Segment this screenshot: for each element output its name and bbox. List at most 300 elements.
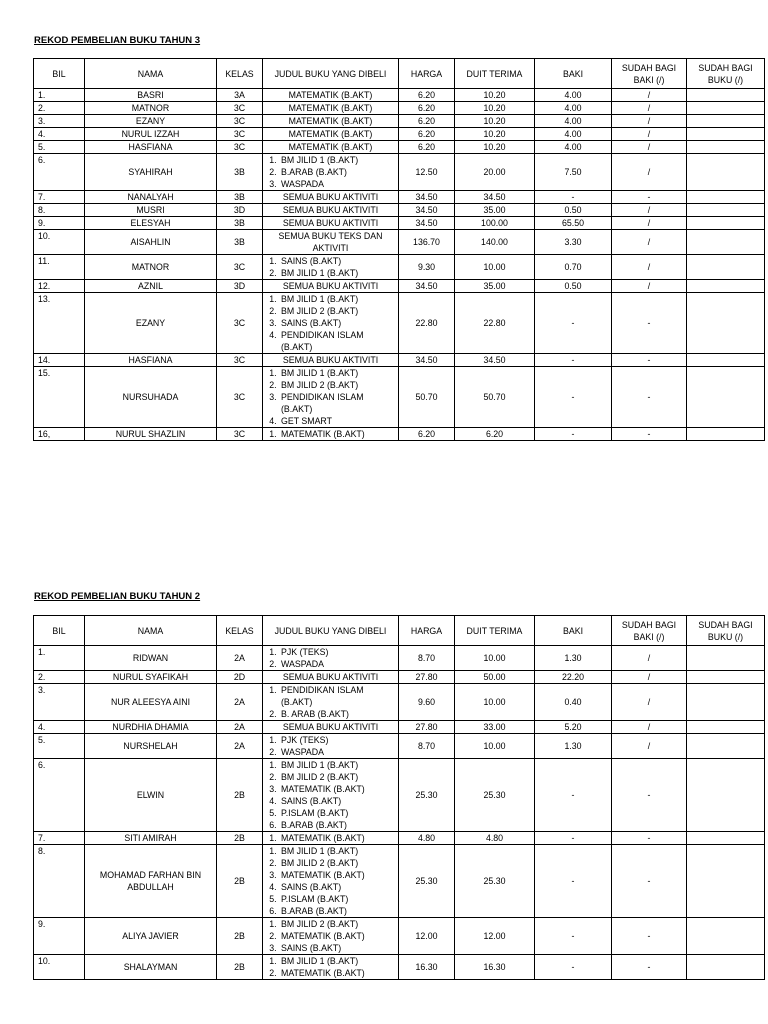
row-judul — [263, 955, 399, 980]
row-kelas: 3C — [217, 293, 263, 354]
header-duit-terima: DUIT TERIMA — [455, 59, 535, 89]
row-sudah-bagi-buku — [687, 734, 765, 759]
book-list — [265, 154, 396, 190]
row-sudah-bagi-baki: / — [612, 102, 687, 115]
table-row — [34, 428, 765, 441]
row-kelas: 3B — [217, 191, 263, 204]
row-sudah-bagi-buku — [687, 759, 765, 832]
row-sudah-bagi-buku — [687, 89, 765, 102]
row-nama: SHALAYMAN — [85, 955, 217, 980]
row-harga: 8.70 — [399, 734, 455, 759]
row-baki: 4.00 — [535, 141, 612, 154]
row-judul: MATEMATIK (B.AKT) — [263, 115, 399, 128]
row-kelas: 3B — [217, 230, 263, 255]
header-kelas: KELAS — [217, 59, 263, 89]
row-baki: 1.30 — [535, 646, 612, 671]
row-sudah-bagi-buku — [687, 204, 765, 217]
row-baki: - — [535, 428, 612, 441]
book-item: 1. BM JILID 1 (B.AKT) — [279, 367, 396, 379]
book-item: 3. WASPADA — [279, 178, 396, 190]
row-judul: SEMUA BUKU AKTIVITI — [263, 671, 399, 684]
row-sudah-bagi-buku — [687, 646, 765, 671]
row-kelas: 3C — [217, 428, 263, 441]
row-bil: 5. — [34, 734, 85, 759]
row-harga: 34.50 — [399, 191, 455, 204]
row-sudah-bagi-buku — [687, 721, 765, 734]
row-nama: MATNOR — [85, 102, 217, 115]
book-list — [265, 428, 396, 440]
header-judul: JUDUL BUKU YANG DIBELI — [263, 616, 399, 646]
row-sudah-bagi-buku — [687, 230, 765, 255]
row-nama: MUSRI — [85, 204, 217, 217]
row-sudah-bagi-buku — [687, 115, 765, 128]
header-judul: JUDUL BUKU YANG DIBELI — [263, 59, 399, 89]
row-baki: 1.30 — [535, 734, 612, 759]
row-nama: ALIYA JAVIER — [85, 918, 217, 955]
row-judul — [263, 845, 399, 918]
table-row — [34, 832, 765, 845]
row-kelas: 2A — [217, 684, 263, 721]
row-bil: 3. — [34, 684, 85, 721]
row-judul — [263, 832, 399, 845]
header-harga: HARGA — [399, 59, 455, 89]
header-baki: BAKI — [535, 59, 612, 89]
row-kelas: 3C — [217, 255, 263, 280]
table-header-row — [34, 616, 765, 646]
row-judul — [263, 428, 399, 441]
row-duit-terima: 10.20 — [455, 115, 535, 128]
book-item: 2. BM JILID 2 (B.AKT) — [279, 379, 396, 391]
row-harga: 27.80 — [399, 721, 455, 734]
row-baki: - — [535, 354, 612, 367]
row-sudah-bagi-buku — [687, 280, 765, 293]
row-sudah-bagi-baki: - — [612, 367, 687, 428]
book-item: 2. BM JILID 1 (B.AKT) — [279, 267, 396, 279]
book-list — [265, 734, 396, 758]
table-row — [34, 255, 765, 280]
row-kelas: 2B — [217, 845, 263, 918]
row-nama: MATNOR — [85, 255, 217, 280]
row-sudah-bagi-buku — [687, 293, 765, 354]
row-harga: 4.80 — [399, 832, 455, 845]
row-sudah-bagi-baki: / — [612, 141, 687, 154]
header-nama: NAMA — [85, 59, 217, 89]
row-bil: 11. — [34, 255, 85, 280]
row-duit-terima: 10.00 — [455, 734, 535, 759]
book-list — [265, 918, 396, 954]
row-nama: NURSUHADA — [85, 367, 217, 428]
row-duit-terima: 35.00 — [455, 204, 535, 217]
header-bil: BIL — [34, 59, 85, 89]
section-title-tahun-3: REKOD PEMBELIAN BUKU TAHUN 3 — [34, 35, 201, 46]
row-duit-terima: 50.70 — [455, 367, 535, 428]
row-sudah-bagi-baki: - — [612, 293, 687, 354]
row-sudah-bagi-buku — [687, 845, 765, 918]
row-bil: 8. — [34, 845, 85, 918]
row-judul: MATEMATIK (B.AKT) — [263, 141, 399, 154]
row-bil: 14. — [34, 354, 85, 367]
purchase-table-tahun-2 — [33, 615, 765, 980]
header-bil: BIL — [34, 616, 85, 646]
row-harga: 12.50 — [399, 154, 455, 191]
row-baki: - — [535, 918, 612, 955]
book-item: 2. WASPADA — [279, 746, 396, 758]
row-duit-terima: 10.20 — [455, 128, 535, 141]
row-duit-terima: 25.30 — [455, 845, 535, 918]
row-duit-terima: 20.00 — [455, 154, 535, 191]
row-judul: SEMUA BUKU AKTIVITI — [263, 204, 399, 217]
book-item: 3. SAINS (B.AKT) — [279, 942, 396, 954]
row-baki: 4.00 — [535, 115, 612, 128]
row-judul — [263, 734, 399, 759]
row-harga: 6.20 — [399, 102, 455, 115]
header-sudah-bagi-buku: SUDAH BAGI BUKU (/) — [687, 59, 765, 89]
row-sudah-bagi-baki: - — [612, 832, 687, 845]
row-bil: 10. — [34, 230, 85, 255]
row-baki: 4.00 — [535, 89, 612, 102]
row-baki: 0.40 — [535, 684, 612, 721]
table-row — [34, 845, 765, 918]
row-harga: 27.80 — [399, 671, 455, 684]
row-harga: 34.50 — [399, 354, 455, 367]
row-baki: 0.50 — [535, 280, 612, 293]
row-sudah-bagi-baki: / — [612, 255, 687, 280]
table-row — [34, 204, 765, 217]
row-bil: 15. — [34, 367, 85, 428]
row-nama: EZANY — [85, 115, 217, 128]
row-duit-terima: 16.30 — [455, 955, 535, 980]
book-item: 1. BM JILID 1 (B.AKT) — [279, 154, 396, 166]
row-sudah-bagi-buku — [687, 367, 765, 428]
row-sudah-bagi-baki: - — [612, 759, 687, 832]
row-duit-terima: 50.00 — [455, 671, 535, 684]
table-row — [34, 102, 765, 115]
row-sudah-bagi-buku — [687, 671, 765, 684]
row-bil: 7. — [34, 832, 85, 845]
row-judul: MATEMATIK (B.AKT) — [263, 128, 399, 141]
header-sudah-bagi-baki: SUDAH BAGI BAKI (/) — [612, 59, 687, 89]
row-baki: 5.20 — [535, 721, 612, 734]
row-bil: 2. — [34, 671, 85, 684]
header-nama: NAMA — [85, 616, 217, 646]
row-baki: 7.50 — [535, 154, 612, 191]
row-judul: SEMUA BUKU AKTIVITI — [263, 354, 399, 367]
row-judul — [263, 646, 399, 671]
row-sudah-bagi-buku — [687, 217, 765, 230]
row-nama: MOHAMAD FARHAN BIN ABDULLAH — [85, 845, 217, 918]
row-judul — [263, 684, 399, 721]
row-harga: 25.30 — [399, 845, 455, 918]
book-list — [265, 759, 396, 831]
book-list — [265, 293, 396, 353]
row-nama: EZANY — [85, 293, 217, 354]
row-sudah-bagi-baki: / — [612, 734, 687, 759]
row-kelas: 3C — [217, 354, 263, 367]
row-judul — [263, 918, 399, 955]
table-row — [34, 759, 765, 832]
row-baki: - — [535, 293, 612, 354]
row-bil: 13. — [34, 293, 85, 354]
row-sudah-bagi-baki: / — [612, 128, 687, 141]
book-list — [265, 367, 396, 427]
book-item: 2. B. ARAB (B.AKT) — [279, 708, 396, 720]
row-harga: 16.30 — [399, 955, 455, 980]
row-sudah-bagi-baki: - — [612, 918, 687, 955]
row-sudah-bagi-buku — [687, 918, 765, 955]
book-item: 2. B.ARAB (B.AKT) — [279, 166, 396, 178]
table-row — [34, 354, 765, 367]
table-row — [34, 280, 765, 293]
row-sudah-bagi-buku — [687, 832, 765, 845]
row-harga: 25.30 — [399, 759, 455, 832]
book-item: 4. PENDIDIKAN ISLAM (B.AKT) — [279, 329, 396, 353]
row-baki: - — [535, 759, 612, 832]
row-bil: 9. — [34, 918, 85, 955]
table-row — [34, 217, 765, 230]
table-header-row — [34, 59, 765, 89]
row-nama: AZNIL — [85, 280, 217, 293]
row-harga: 34.50 — [399, 204, 455, 217]
row-baki: 22.20 — [535, 671, 612, 684]
row-sudah-bagi-baki: / — [612, 280, 687, 293]
table-row — [34, 646, 765, 671]
book-item: 4. GET SMART — [279, 415, 396, 427]
row-kelas: 3D — [217, 204, 263, 217]
row-judul — [263, 293, 399, 354]
book-item: 4. SAINS (B.AKT) — [279, 881, 396, 893]
row-nama: AISAHLIN — [85, 230, 217, 255]
row-harga: 6.20 — [399, 89, 455, 102]
book-item: 1. PJK (TEKS) — [279, 734, 396, 746]
row-kelas: 3C — [217, 102, 263, 115]
row-sudah-bagi-baki: - — [612, 354, 687, 367]
row-baki: - — [535, 832, 612, 845]
row-kelas: 2D — [217, 671, 263, 684]
row-harga: 9.30 — [399, 255, 455, 280]
row-judul: SEMUA BUKU AKTIVITI — [263, 217, 399, 230]
row-duit-terima: 100.00 — [455, 217, 535, 230]
row-nama: NURUL SYAFIKAH — [85, 671, 217, 684]
row-duit-terima: 10.20 — [455, 89, 535, 102]
row-bil: 2. — [34, 102, 85, 115]
row-bil: 10. — [34, 955, 85, 980]
row-duit-terima: 140.00 — [455, 230, 535, 255]
row-duit-terima: 10.00 — [455, 255, 535, 280]
row-sudah-bagi-buku — [687, 191, 765, 204]
book-item: 3. PENDIDIKAN ISLAM (B.AKT) — [279, 391, 396, 415]
book-item: 1. SAINS (B.AKT) — [279, 255, 396, 267]
book-item: 1. PJK (TEKS) — [279, 646, 396, 658]
row-nama: SYAHIRAH — [85, 154, 217, 191]
row-kelas: 2A — [217, 721, 263, 734]
row-sudah-bagi-buku — [687, 428, 765, 441]
row-nama: ELESYAH — [85, 217, 217, 230]
table-row — [34, 115, 765, 128]
row-sudah-bagi-buku — [687, 255, 765, 280]
book-item: 6. B.ARAB (B.AKT) — [279, 905, 396, 917]
row-nama: NUR ALEESYA AINI — [85, 684, 217, 721]
row-baki: - — [535, 845, 612, 918]
book-item: 2. BM JILID 2 (B.AKT) — [279, 305, 396, 317]
row-sudah-bagi-buku — [687, 955, 765, 980]
row-harga: 34.50 — [399, 280, 455, 293]
row-judul — [263, 154, 399, 191]
row-sudah-bagi-buku — [687, 141, 765, 154]
row-baki: 0.70 — [535, 255, 612, 280]
table-row — [34, 734, 765, 759]
row-kelas: 2A — [217, 734, 263, 759]
row-harga: 136.70 — [399, 230, 455, 255]
header-baki: BAKI — [535, 616, 612, 646]
row-nama: NURUL IZZAH — [85, 128, 217, 141]
row-sudah-bagi-baki: / — [612, 115, 687, 128]
row-harga: 6.20 — [399, 141, 455, 154]
row-baki: - — [535, 367, 612, 428]
book-item: 2. WASPADA — [279, 658, 396, 670]
row-nama: NURSHELAH — [85, 734, 217, 759]
row-sudah-bagi-buku — [687, 102, 765, 115]
book-list — [265, 955, 396, 979]
row-duit-terima: 10.20 — [455, 102, 535, 115]
table-row — [34, 955, 765, 980]
row-baki: 4.00 — [535, 102, 612, 115]
header-sudah-bagi-baki: SUDAH BAGI BAKI (/) — [612, 616, 687, 646]
table-row — [34, 684, 765, 721]
book-item: 5. P.ISLAM (B.AKT) — [279, 807, 396, 819]
row-nama: ELWIN — [85, 759, 217, 832]
row-harga: 50.70 — [399, 367, 455, 428]
table-row — [34, 721, 765, 734]
row-sudah-bagi-baki: / — [612, 721, 687, 734]
row-sudah-bagi-baki: - — [612, 428, 687, 441]
book-item: 1. BM JILID 1 (B.AKT) — [279, 293, 396, 305]
row-bil: 8. — [34, 204, 85, 217]
header-kelas: KELAS — [217, 616, 263, 646]
book-list — [265, 684, 396, 720]
row-kelas: 3A — [217, 89, 263, 102]
book-item: 1. MATEMATIK (B.AKT) — [279, 832, 396, 844]
row-duit-terima: 12.00 — [455, 918, 535, 955]
book-item: 4. SAINS (B.AKT) — [279, 795, 396, 807]
book-item: 2. BM JILID 2 (B.AKT) — [279, 771, 396, 783]
row-kelas: 2A — [217, 646, 263, 671]
book-list — [265, 845, 396, 917]
row-nama: HASFIANA — [85, 354, 217, 367]
book-item: 1. BM JILID 1 (B.AKT) — [279, 759, 396, 771]
row-judul: MATEMATIK (B.AKT) — [263, 102, 399, 115]
row-harga: 6.20 — [399, 428, 455, 441]
row-duit-terima: 10.20 — [455, 141, 535, 154]
row-bil: 7. — [34, 191, 85, 204]
row-duit-terima: 25.30 — [455, 759, 535, 832]
row-baki: 3.30 — [535, 230, 612, 255]
row-sudah-bagi-baki: / — [612, 230, 687, 255]
row-judul — [263, 759, 399, 832]
book-item: 1. MATEMATIK (B.AKT) — [279, 428, 396, 440]
row-judul: SEMUA BUKU AKTIVITI — [263, 721, 399, 734]
table-row — [34, 293, 765, 354]
row-duit-terima: 4.80 — [455, 832, 535, 845]
row-bil: 1. — [34, 646, 85, 671]
row-sudah-bagi-baki: / — [612, 154, 687, 191]
row-sudah-bagi-baki: / — [612, 217, 687, 230]
row-bil: 12. — [34, 280, 85, 293]
header-duit-terima: DUIT TERIMA — [455, 616, 535, 646]
row-sudah-bagi-baki: / — [612, 671, 687, 684]
row-bil: 6. — [34, 154, 85, 191]
table-row — [34, 367, 765, 428]
row-duit-terima: 10.00 — [455, 646, 535, 671]
row-kelas: 2B — [217, 955, 263, 980]
book-item: 5. P.ISLAM (B.AKT) — [279, 893, 396, 905]
row-bil: 4. — [34, 128, 85, 141]
row-sudah-bagi-baki: / — [612, 646, 687, 671]
row-nama: SITI AMIRAH — [85, 832, 217, 845]
table-row — [34, 89, 765, 102]
book-item: 3. SAINS (B.AKT) — [279, 317, 396, 329]
book-item: 1. BM JILID 1 (B.AKT) — [279, 955, 396, 967]
row-harga: 6.20 — [399, 128, 455, 141]
row-kelas: 3C — [217, 141, 263, 154]
book-item: 2. BM JILID 2 (B.AKT) — [279, 857, 396, 869]
book-item: 1. BM JILID 1 (B.AKT) — [279, 845, 396, 857]
row-nama: NANALYAH — [85, 191, 217, 204]
row-bil: 16, — [34, 428, 85, 441]
row-duit-terima: 35.00 — [455, 280, 535, 293]
row-nama: NURDHIA DHAMIA — [85, 721, 217, 734]
row-harga: 12.00 — [399, 918, 455, 955]
row-sudah-bagi-baki: / — [612, 204, 687, 217]
row-kelas: 3C — [217, 367, 263, 428]
row-sudah-bagi-buku — [687, 354, 765, 367]
row-duit-terima: 22.80 — [455, 293, 535, 354]
purchase-table-tahun-3 — [33, 58, 765, 441]
table-row — [34, 671, 765, 684]
row-judul: SEMUA BUKU AKTIVITI — [263, 191, 399, 204]
row-sudah-bagi-baki: - — [612, 845, 687, 918]
book-list — [265, 646, 396, 670]
row-judul — [263, 255, 399, 280]
header-sudah-bagi-buku: SUDAH BAGI BUKU (/) — [687, 616, 765, 646]
book-item: 6. B.ARAB (B.AKT) — [279, 819, 396, 831]
row-nama: BASRI — [85, 89, 217, 102]
row-harga: 9.60 — [399, 684, 455, 721]
row-baki: 65.50 — [535, 217, 612, 230]
table-row — [34, 128, 765, 141]
row-kelas: 3C — [217, 115, 263, 128]
row-nama: HASFIANA — [85, 141, 217, 154]
row-duit-terima: 33.00 — [455, 721, 535, 734]
row-sudah-bagi-baki: / — [612, 89, 687, 102]
row-nama: NURUL SHAZLIN — [85, 428, 217, 441]
table-row — [34, 154, 765, 191]
book-item: 3. MATEMATIK (B.AKT) — [279, 869, 396, 881]
row-sudah-bagi-buku — [687, 154, 765, 191]
row-judul — [263, 367, 399, 428]
row-baki: 0.50 — [535, 204, 612, 217]
row-kelas: 3D — [217, 280, 263, 293]
table-row — [34, 191, 765, 204]
book-list — [265, 832, 396, 844]
row-sudah-bagi-baki: - — [612, 955, 687, 980]
table-row — [34, 141, 765, 154]
book-item: 1. PENDIDIKAN ISLAM (B.AKT) — [279, 684, 396, 708]
row-harga: 8.70 — [399, 646, 455, 671]
row-bil: 5. — [34, 141, 85, 154]
row-sudah-bagi-buku — [687, 128, 765, 141]
book-item: 1. BM JILID 2 (B.AKT) — [279, 918, 396, 930]
row-harga: 22.80 — [399, 293, 455, 354]
